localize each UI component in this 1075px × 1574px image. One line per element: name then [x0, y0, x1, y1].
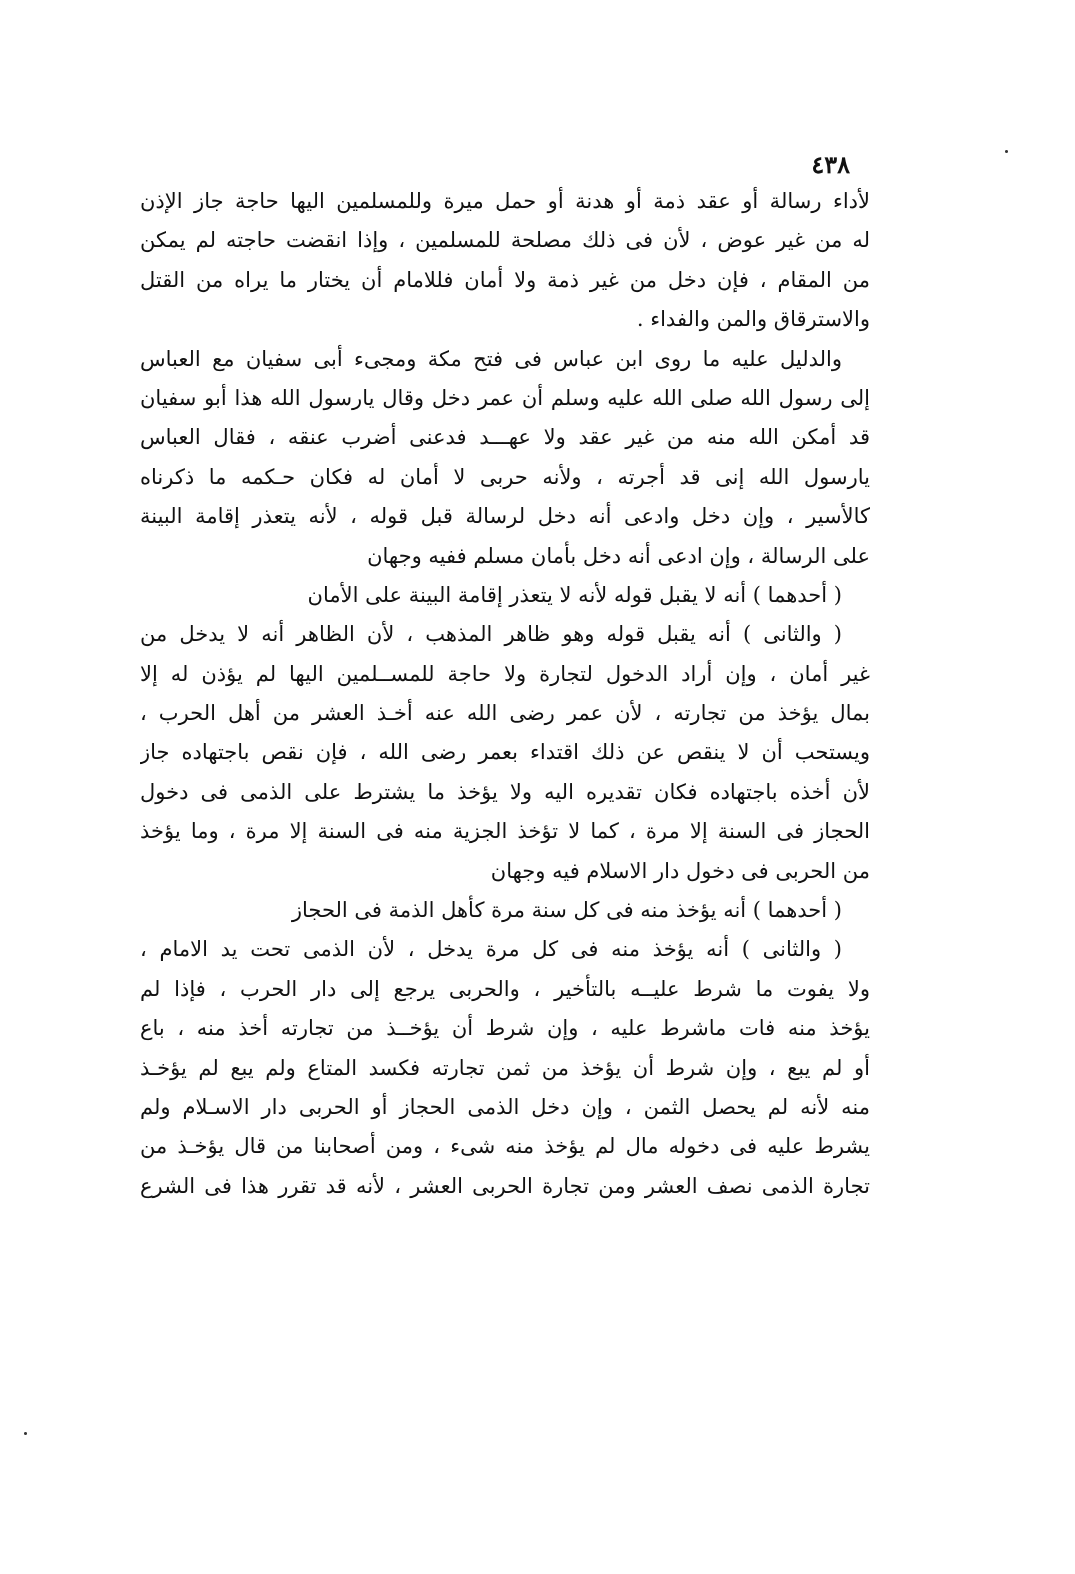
- text-line: لأداء رسالة أو عقد ذمة أو هدنة أو حمل ميرة وللمسلمين اليها حاجة جاز الإذن: [140, 189, 870, 213]
- text-line: كالأسير ، وإن دخل وادعى أنه دخل لرسالة قبل قوله ، لأنه يتعذر إقامة البينة: [140, 504, 870, 529]
- text-line: لأن أخذه باجتهاده فكان تقديره اليه ولا يؤخذ ما يشترط على الذمى فى دخول: [140, 779, 870, 804]
- text-line: والاسترقاق والمن والفداء .: [636, 307, 870, 332]
- text-line: بمال يؤخذ من تجارته ، لأن عمر رضى الله عنه أخـذ العشر من أهل الحرب ،: [140, 701, 870, 726]
- body-text: [140, 182, 870, 1206]
- text-line: من المقام ، فإن دخل من غير ذمة ولا أمان فللامام أن يختار ما يراه من القتل: [140, 267, 870, 292]
- text-line: يشرط عليه فى دخوله مال لم يؤخذ منه شىء ، ومن أصحابنا من قال يؤخـذ من: [140, 1134, 870, 1159]
- text-line: غير أمان ، وإن أراد الدخول لتجارة ولا حاجة للمســلمين اليها لم يؤذن له إلا: [140, 661, 870, 686]
- text-line: يؤخذ منه فات ماشرط عليه ، وإن شرط أن يؤخــذ من تجارته أخذ منه ، باع: [140, 1016, 870, 1041]
- scan-speck: [1005, 150, 1008, 153]
- text-line: من الحربى فى دخول دار الاسلام فيه وجهان: [490, 858, 870, 883]
- scan-speck: [24, 1432, 27, 1435]
- text-line: ( أحدهما ) أنه لا يقبل قوله لأنه لا يتعذر إقامة البينة على الأمان: [307, 582, 842, 607]
- text-line: تجارة الذمى نصف العشر ومن تجارة الحربى العشر ، لأنه قد تقرر هذا فى الشرع: [140, 1173, 870, 1198]
- text-line: ولا يفوت ما شرط عليــه بالتأخير ، والحربى يرجع إلى دار الحرب ، فإذا لم: [140, 976, 870, 1001]
- text-line: له من غير عوض ، لأن فى ذلك مصلحة للمسلمين ، وإذا انقضت حاجته لم يمكن: [140, 228, 870, 253]
- text-line: يارسول الله إنى قد أجرته ، ولأنه حربى لا أمان له فكان حـكمه ما ذكرناه: [140, 464, 870, 489]
- text-line: والدليل عليه ما روى ابن عباس فى فتح مكة ومجىء أبى سفيان مع العباس: [140, 346, 842, 371]
- text-line: أو لم يبع ، وإن شرط أن يؤخذ من ثمن تجارته فكسد المتاع ولم يبع لم يؤخـذ: [140, 1055, 870, 1080]
- text-line: الحجاز فى السنة إلا مرة ، كما لا تؤخذ الجزية منه فى السنة إلا مرة ، وما يؤخذ: [140, 819, 870, 844]
- page-number: ٤٣٨: [811, 150, 850, 179]
- text-line: ( والثانى ) أنه يقبل قوله وهو ظاهر المذهب ، لأن الظاهر أنه لا يدخل من: [140, 622, 842, 647]
- text-line: منه لأنه لم يحصل الثمن ، وإن دخل الذمى الحجاز أو الحربى دار الاسـلام ولم: [140, 1094, 870, 1119]
- text-line: على الرسالة ، وإن ادعى أنه دخل بأمان مسلم ففيه وجهان: [367, 543, 870, 568]
- text-line: قد أمكن الله منه من غير عقد ولا عهـــد فدعنى أضرب عنقه ، فقال العباس: [140, 425, 870, 450]
- text-line: ( والثانى ) أنه يؤخذ منه فى كل مرة يدخل ، لأن الذمى تحت يد الامام ،: [140, 937, 842, 962]
- text-line: إلى رسول الله صلى الله عليه وسلم أن عمر دخل وقال يارسول الله هذا أبو سفيان: [140, 385, 870, 410]
- text-line: ويستحب أن لا ينقص عن ذلك اقتداء بعمر رضى الله ، فإن نقص باجتهاده جاز: [140, 740, 870, 765]
- text-line: ( أحدهما ) أنه يؤخذ منه فى كل سنة مرة كأهل الذمة فى الحجاز: [291, 898, 842, 923]
